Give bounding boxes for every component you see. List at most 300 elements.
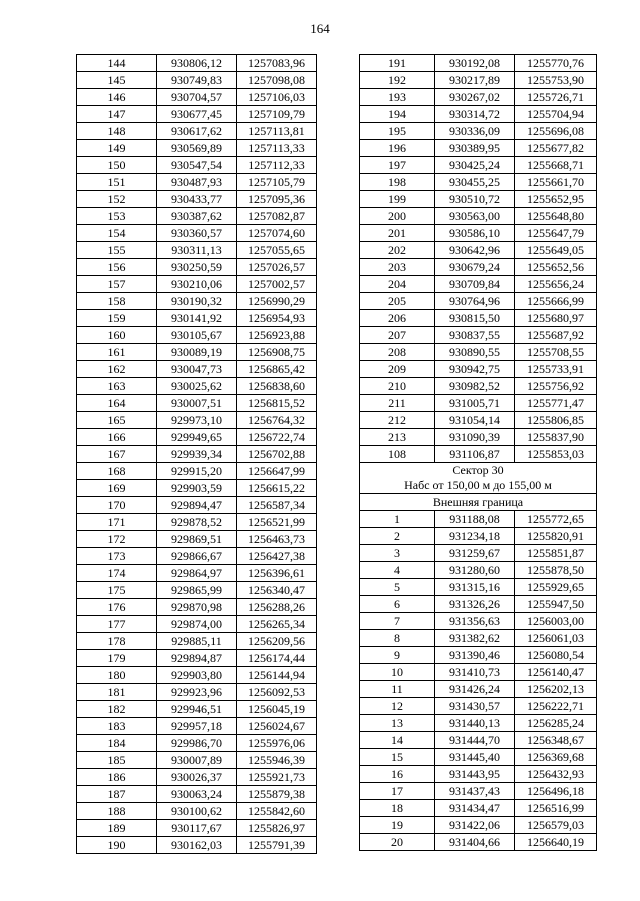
table-row [77,276,317,293]
point-number: 14 [360,732,435,749]
coord-y: 1255668,71 [515,157,597,174]
coord-y: 1257105,79 [237,174,317,191]
point-number: 180 [77,667,157,684]
coord-y: 1256348,67 [515,732,597,749]
point-number: 189 [77,820,157,837]
coord-y: 1256764,32 [237,412,317,429]
coord-x: 930709,84 [435,276,515,293]
sector-subtitle: Набс от 150,00 м до 155,00 м [404,478,552,492]
point-number: 186 [77,769,157,786]
point-number: 2 [360,528,435,545]
coord-x: 930217,89 [435,72,515,89]
coord-x: 931437,43 [435,783,515,800]
table-row [77,650,317,667]
table-row [360,783,597,800]
coord-x: 931356,63 [435,613,515,630]
coord-x: 930026,37 [157,769,237,786]
coord-x: 930210,06 [157,276,237,293]
coord-x: 930047,73 [157,361,237,378]
point-number: 9 [360,647,435,664]
coord-y: 1256865,42 [237,361,317,378]
table-row [360,545,597,562]
point-number: 151 [77,174,157,191]
point-number: 154 [77,225,157,242]
point-number: 211 [360,395,435,412]
table-row [360,664,597,681]
point-number: 153 [77,208,157,225]
point-number: 165 [77,412,157,429]
table-row [360,276,597,293]
coord-y: 1257055,65 [237,242,317,259]
point-number: 209 [360,361,435,378]
table-row [77,480,317,497]
point-number: 204 [360,276,435,293]
coord-y: 1257106,03 [237,89,317,106]
table-row [77,531,317,548]
table-row [77,599,317,616]
table-row [77,701,317,718]
coord-y: 1256954,93 [237,310,317,327]
coord-x: 931054,14 [435,412,515,429]
table-row [360,344,597,361]
coord-y: 1255837,90 [515,429,597,446]
table-row [360,412,597,429]
coord-x: 929869,51 [157,531,237,548]
point-number: 213 [360,429,435,446]
table-row [360,528,597,545]
point-number: 6 [360,596,435,613]
coord-y: 1256990,29 [237,293,317,310]
table-row [77,191,317,208]
coord-x: 930063,24 [157,786,237,803]
point-number: 144 [77,55,157,72]
coord-x: 930679,24 [435,259,515,276]
coord-y: 1256702,88 [237,446,317,463]
coord-x: 930311,13 [157,242,237,259]
table-row [77,786,317,803]
point-number: 182 [77,701,157,718]
coord-x: 931426,24 [435,681,515,698]
point-number: 184 [77,735,157,752]
coord-y: 1256340,47 [237,582,317,599]
point-number: 191 [360,55,435,72]
table-row [77,293,317,310]
sector-title-cell [360,463,597,494]
point-number: 150 [77,157,157,174]
point-number: 179 [77,650,157,667]
coord-x: 930617,62 [157,123,237,140]
coord-x: 931422,06 [435,817,515,834]
point-number: 183 [77,718,157,735]
coord-x: 930704,57 [157,89,237,106]
coord-x: 931390,46 [435,647,515,664]
table-row [77,803,317,820]
sector-header [360,463,597,511]
sector-title: Сектор 30 [452,463,504,477]
table-row [360,613,597,630]
coord-y: 1256640,19 [515,834,597,851]
coord-y: 1256579,03 [515,817,597,834]
point-number: 200 [360,208,435,225]
coord-x: 929894,47 [157,497,237,514]
table-row [77,497,317,514]
point-number: 17 [360,783,435,800]
coord-x: 930806,12 [157,55,237,72]
coord-x: 929986,70 [157,735,237,752]
coord-x: 930007,51 [157,395,237,412]
coord-y: 1255680,97 [515,310,597,327]
coord-y: 1257082,87 [237,208,317,225]
coord-y: 1256587,34 [237,497,317,514]
coord-y: 1257112,33 [237,157,317,174]
table-row [77,310,317,327]
table-row [360,647,597,664]
coord-y: 1255771,47 [515,395,597,412]
coord-x: 929923,96 [157,684,237,701]
point-number: 198 [360,174,435,191]
point-number: 169 [77,480,157,497]
point-number: 205 [360,293,435,310]
coord-y: 1255726,71 [515,89,597,106]
coord-x: 929874,00 [157,616,237,633]
table-row [360,191,597,208]
point-number: 193 [360,89,435,106]
coord-x: 930314,72 [435,106,515,123]
table-row [360,817,597,834]
table-row [77,684,317,701]
point-number: 8 [360,630,435,647]
coord-x: 930117,67 [157,820,237,837]
coord-y: 1257113,81 [237,123,317,140]
coord-x: 930586,10 [435,225,515,242]
coord-x: 930089,19 [157,344,237,361]
coord-y: 1256427,38 [237,548,317,565]
coord-x: 931326,26 [435,596,515,613]
table-row [77,344,317,361]
coord-y: 1255753,90 [515,72,597,89]
coord-y: 1256722,74 [237,429,317,446]
table-row [77,735,317,752]
coord-x: 929903,80 [157,667,237,684]
table-row [360,579,597,596]
table-row [360,157,597,174]
point-number: 197 [360,157,435,174]
coord-y: 1257026,57 [237,259,317,276]
table-row [77,548,317,565]
point-number: 175 [77,582,157,599]
coordinates-table-left [76,54,317,854]
coord-y: 1255652,95 [515,191,597,208]
point-number: 148 [77,123,157,140]
table-row [77,718,317,735]
coord-y: 1256923,88 [237,327,317,344]
coord-x: 929949,65 [157,429,237,446]
coord-x: 931234,18 [435,528,515,545]
table-row [77,55,317,72]
coord-y: 1257074,60 [237,225,317,242]
coord-y: 1255806,85 [515,412,597,429]
coord-y: 1256174,44 [237,650,317,667]
coord-x: 930764,96 [435,293,515,310]
coord-x: 929939,34 [157,446,237,463]
table-row [360,242,597,259]
coord-x: 931315,16 [435,579,515,596]
table-row [77,174,317,191]
table-row [360,174,597,191]
coord-x: 930510,72 [435,191,515,208]
coord-y: 1256521,99 [237,514,317,531]
coord-x: 929915,20 [157,463,237,480]
table-row [360,378,597,395]
point-number: 174 [77,565,157,582]
table-row [77,752,317,769]
table-row [77,72,317,89]
coord-y: 1256045,19 [237,701,317,718]
coord-x: 930942,75 [435,361,515,378]
point-number: 196 [360,140,435,157]
coord-y: 1256288,26 [237,599,317,616]
point-number: 176 [77,599,157,616]
coord-x: 931410,73 [435,664,515,681]
table-row [360,834,597,851]
coord-y: 1257095,36 [237,191,317,208]
point-number: 147 [77,106,157,123]
point-number: 192 [360,72,435,89]
coord-x: 929946,51 [157,701,237,718]
point-number: 187 [77,786,157,803]
point-number: 152 [77,191,157,208]
point-number: 171 [77,514,157,531]
point-number: 206 [360,310,435,327]
coord-x: 929865,99 [157,582,237,599]
table-row [77,582,317,599]
coord-y: 1255826,97 [237,820,317,837]
coord-y: 1255649,05 [515,242,597,259]
table-row [360,446,597,463]
point-number: 149 [77,140,157,157]
table-row [360,259,597,276]
coord-y: 1256080,54 [515,647,597,664]
table-row [77,514,317,531]
table-row [77,769,317,786]
coord-x: 930837,55 [435,327,515,344]
coord-x: 930387,62 [157,208,237,225]
page-number: 164 [310,21,330,36]
coord-x: 929885,11 [157,633,237,650]
point-number: 18 [360,800,435,817]
point-number: 170 [77,497,157,514]
point-number: 16 [360,766,435,783]
table-row [77,242,317,259]
coord-y: 1256396,61 [237,565,317,582]
point-number: 181 [77,684,157,701]
table-row [77,565,317,582]
coord-y: 1257113,33 [237,140,317,157]
point-number: 19 [360,817,435,834]
coord-x: 931382,62 [435,630,515,647]
coord-y: 1256647,99 [237,463,317,480]
coord-y: 1256432,93 [515,766,597,783]
coord-y: 1256061,03 [515,630,597,647]
point-number: 199 [360,191,435,208]
coord-x: 930890,55 [435,344,515,361]
point-number: 167 [77,446,157,463]
coord-x: 930190,32 [157,293,237,310]
coord-x: 929870,98 [157,599,237,616]
table-row [77,446,317,463]
table-row [77,361,317,378]
point-number: 156 [77,259,157,276]
table-row [360,681,597,698]
coord-y: 1255648,80 [515,208,597,225]
point-number: 20 [360,834,435,851]
coord-y: 1255661,70 [515,174,597,191]
coord-y: 1255770,76 [515,55,597,72]
point-number: 202 [360,242,435,259]
point-number: 190 [77,837,157,854]
coord-y: 1256265,34 [237,616,317,633]
point-number: 3 [360,545,435,562]
coord-y: 1255921,73 [237,769,317,786]
coord-y: 1256369,68 [515,749,597,766]
point-number: 160 [77,327,157,344]
table-row [360,208,597,225]
table-row [360,630,597,647]
table-row [77,123,317,140]
coord-y: 1257098,08 [237,72,317,89]
coord-y: 1256615,22 [237,480,317,497]
coord-y: 1255946,39 [237,752,317,769]
point-number: 5 [360,579,435,596]
point-number: 155 [77,242,157,259]
point-number: 212 [360,412,435,429]
coord-x: 931090,39 [435,429,515,446]
point-number: 203 [360,259,435,276]
coord-x: 930360,57 [157,225,237,242]
coord-x: 930425,24 [435,157,515,174]
table-row [77,633,317,650]
table-row [77,157,317,174]
coord-x: 929866,67 [157,548,237,565]
table-row [360,89,597,106]
coord-x: 930749,83 [157,72,237,89]
coord-x: 931188,08 [435,511,515,528]
coord-x: 931440,13 [435,715,515,732]
coord-y: 1256003,00 [515,613,597,630]
table-row [77,667,317,684]
point-number: 172 [77,531,157,548]
coord-y: 1255647,79 [515,225,597,242]
table-row [360,106,597,123]
coord-x: 930336,09 [435,123,515,140]
table-row [360,395,597,412]
coord-y: 1256222,71 [515,698,597,715]
table-row [360,55,597,72]
coord-y: 1255976,06 [237,735,317,752]
point-number: 1 [360,511,435,528]
point-number: 159 [77,310,157,327]
coord-x: 930250,59 [157,259,237,276]
point-number: 207 [360,327,435,344]
table-row [77,463,317,480]
coord-y: 1255851,87 [515,545,597,562]
point-number: 210 [360,378,435,395]
coord-x: 929894,87 [157,650,237,667]
coord-x: 930982,52 [435,378,515,395]
point-number: 12 [360,698,435,715]
table-row [360,511,597,528]
point-number: 161 [77,344,157,361]
coord-x: 930563,00 [435,208,515,225]
point-number: 163 [77,378,157,395]
coord-y: 1256815,52 [237,395,317,412]
coord-y: 1256496,18 [515,783,597,800]
point-number: 7 [360,613,435,630]
point-number: 10 [360,664,435,681]
coord-x: 930162,03 [157,837,237,854]
table-row [77,259,317,276]
coord-x: 929903,59 [157,480,237,497]
point-number: 185 [77,752,157,769]
coord-x: 931005,71 [435,395,515,412]
coord-x: 930192,08 [435,55,515,72]
table-row [77,616,317,633]
point-number: 15 [360,749,435,766]
coord-y: 1255929,65 [515,579,597,596]
table-row [360,225,597,242]
coord-x: 931444,70 [435,732,515,749]
coord-x: 930100,62 [157,803,237,820]
table-row [77,208,317,225]
coord-x: 930141,92 [157,310,237,327]
coord-y: 1256285,24 [515,715,597,732]
point-number: 195 [360,123,435,140]
table-row [360,123,597,140]
point-number: 177 [77,616,157,633]
table-row [77,820,317,837]
coord-y: 1255820,91 [515,528,597,545]
point-number: 166 [77,429,157,446]
coord-y: 1256908,75 [237,344,317,361]
coord-y: 1255842,60 [237,803,317,820]
point-number: 4 [360,562,435,579]
table-row [360,715,597,732]
coord-x: 930547,54 [157,157,237,174]
coord-x: 930677,45 [157,106,237,123]
table-row [77,837,317,854]
coord-x: 931430,57 [435,698,515,715]
coord-x: 931445,40 [435,749,515,766]
point-number: 13 [360,715,435,732]
point-number: 168 [77,463,157,480]
coord-y: 1255687,92 [515,327,597,344]
point-number: 11 [360,681,435,698]
coord-x: 931106,87 [435,446,515,463]
boundary-label: Внешняя граница [360,494,597,511]
table-row [360,140,597,157]
coordinates-table-right [359,54,597,851]
table-row [77,225,317,242]
point-number: 164 [77,395,157,412]
coord-x: 929878,52 [157,514,237,531]
point-number: 108 [360,446,435,463]
table-row [360,327,597,344]
table-row [360,766,597,783]
coord-y: 1255677,82 [515,140,597,157]
point-number: 201 [360,225,435,242]
coord-y: 1255879,38 [237,786,317,803]
point-number: 162 [77,361,157,378]
